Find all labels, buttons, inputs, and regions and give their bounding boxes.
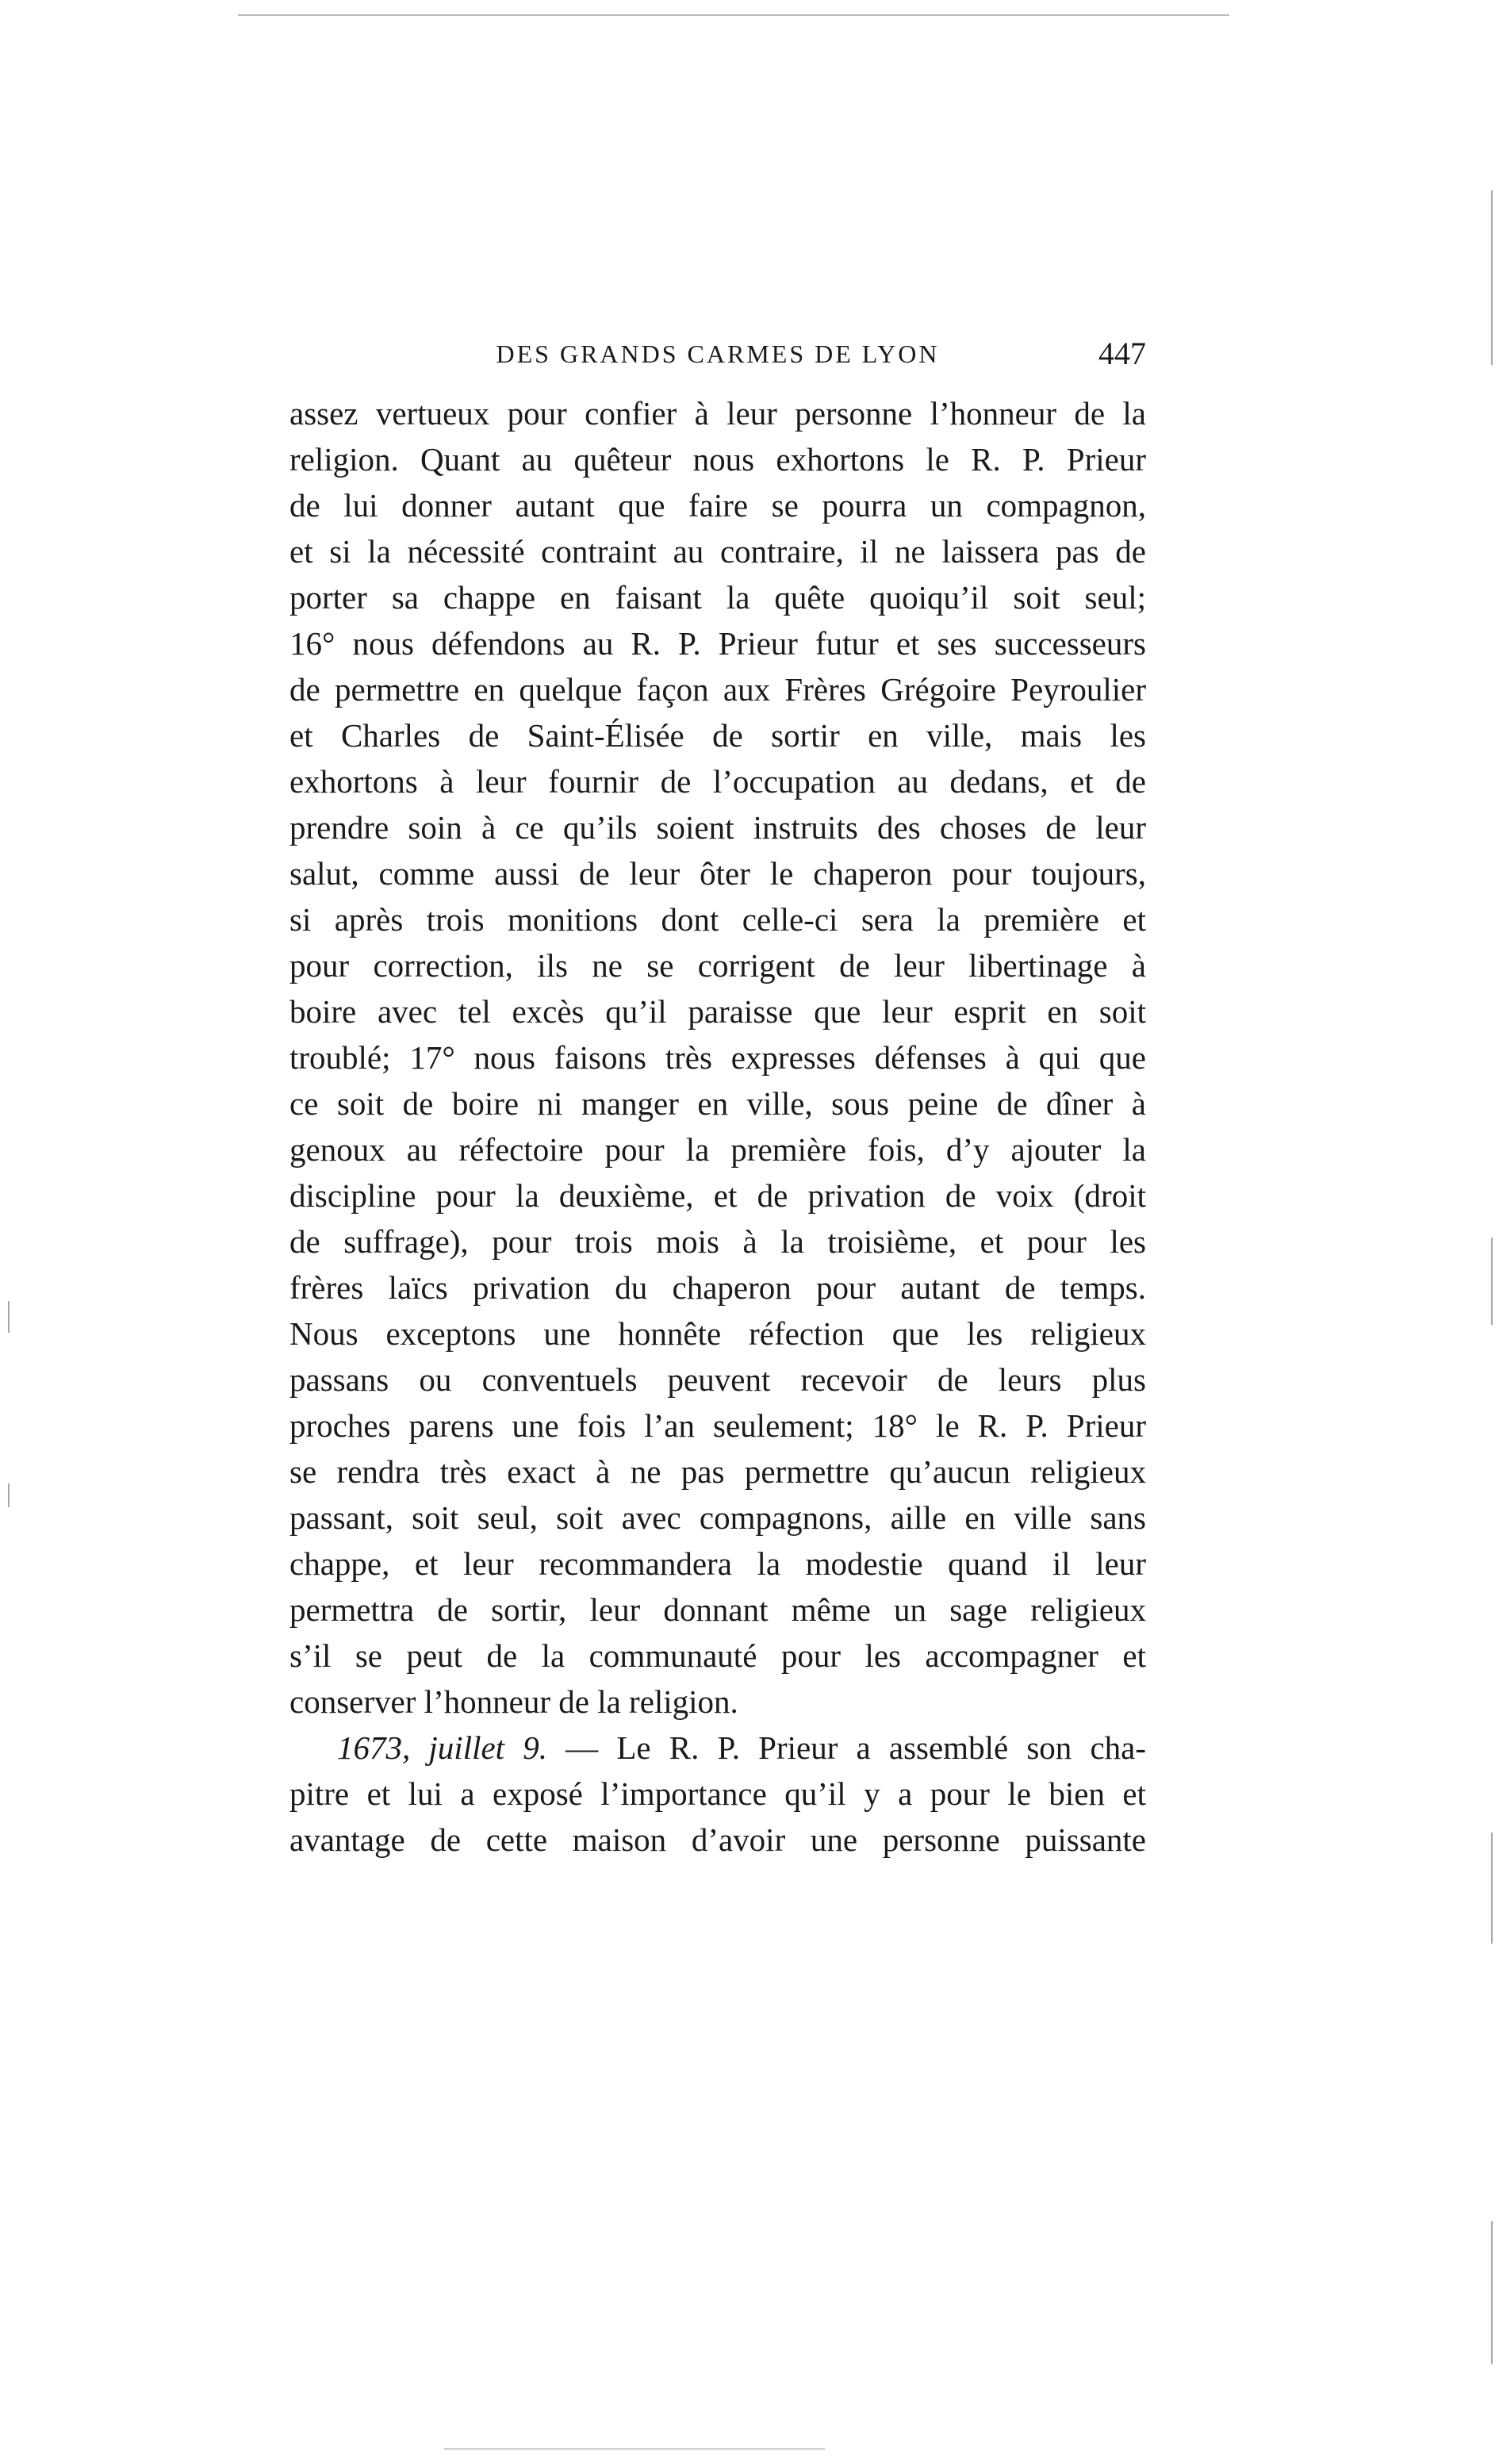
text-line: de suffrage), pour trois mois à la troisième, et pour les bbox=[289, 1223, 1146, 1260]
text-line: se rendra très exact à ne pas permettre qu’aucun religieux bbox=[289, 1453, 1146, 1490]
scan-edge-top bbox=[238, 14, 1229, 16]
text-line: permettra de sortir, leur donnant même un sage religieux bbox=[289, 1591, 1146, 1628]
text-line: pour correction, ils ne se corrigent de leur libertinage à bbox=[289, 947, 1146, 984]
text-line: ce soit de boire ni manger en ville, sous peine de dîner à bbox=[289, 1085, 1146, 1122]
text-line: passans ou conventuels peuvent recevoir de leurs plus bbox=[289, 1361, 1146, 1398]
page-number: 447 bbox=[1098, 336, 1146, 371]
scan-mark-left bbox=[8, 1483, 10, 1507]
scan-mark-right bbox=[1491, 1238, 1493, 1325]
text-line: discipline pour la deuxième, et de privation de voix (droit bbox=[289, 1177, 1146, 1214]
text-line: si après trois monitions dont celle-ci sera la première et bbox=[289, 901, 1146, 938]
scan-mark-left bbox=[8, 1301, 10, 1333]
entry-date: 1673, juillet 9. bbox=[337, 1729, 547, 1766]
scan-edge-bottom bbox=[444, 2448, 825, 2450]
text-line: boire avec tel excès qu’il paraisse que leur esprit en soit bbox=[289, 993, 1146, 1030]
text-line: de lui donner autant que faire se pourra un compagnon, bbox=[289, 487, 1146, 524]
scan-mark-right bbox=[1491, 1833, 1493, 1944]
text-line: frères laïcs privation du chaperon pour autant de temps. bbox=[289, 1269, 1146, 1306]
running-head bbox=[289, 332, 1146, 379]
text-line: porter sa chappe en faisant la quête quoiqu’il soit seul; bbox=[289, 579, 1146, 616]
text-line: Nous exceptons une honnête réfection que les religieux bbox=[289, 1315, 1146, 1352]
text-line: prendre soin à ce qu’ils soient instruits des choses de leur bbox=[289, 809, 1146, 846]
text-line: conserver l’honneur de la religion. bbox=[289, 1683, 738, 1720]
text-line: passant, soit seul, soit avec compagnons, aille en ville sans bbox=[289, 1499, 1146, 1536]
text-line: chappe, et leur recommandera la modestie quand il leur bbox=[289, 1545, 1146, 1582]
entry-first-line bbox=[289, 1725, 1146, 1771]
text-line: et si la nécessité contraint au contraire, il ne laissera pas de bbox=[289, 533, 1146, 570]
text-line: genoux au réfectoire pour la première fois, d’y ajouter la bbox=[289, 1131, 1146, 1168]
text-line: exhortons à leur fournir de l’occupation au dedans, et de bbox=[289, 763, 1146, 800]
running-title: DES GRANDS CARMES DE LYON bbox=[496, 340, 940, 368]
scan-mark-right bbox=[1491, 2221, 1493, 2364]
text-line: avantage de cette maison d’avoir une personne puissante bbox=[289, 1821, 1146, 1858]
body-text bbox=[289, 390, 1146, 1863]
scan-mark-right bbox=[1491, 190, 1493, 365]
text-line: troublé; 17° nous faisons très expresses défenses à qui que bbox=[289, 1039, 1146, 1076]
text-line: et Charles de Saint-Élisée de sortir en ville, mais les bbox=[289, 717, 1146, 754]
text-line: religion. Quant au quêteur nous exhortons le R. P. Prieur bbox=[289, 441, 1146, 478]
text-line: pitre et lui a exposé l’importance qu’il y a pour le bien et bbox=[289, 1775, 1146, 1812]
text-line: salut, comme aussi de leur ôter le chaperon pour toujours, bbox=[289, 855, 1146, 892]
text-line: s’il se peut de la communauté pour les accompagner et bbox=[289, 1637, 1146, 1674]
text-line: 16° nous défendons au R. P. Prieur futur et ses successeurs bbox=[289, 625, 1146, 662]
text-line: assez vertueux pour confier à leur personne l’honneur de la bbox=[289, 395, 1146, 432]
text-line: de permettre en quelque façon aux Frères Grégoire Peyroulier bbox=[289, 671, 1146, 708]
entry-text: — Le R. P. Prieur a assemblé son cha- bbox=[565, 1729, 1146, 1766]
text-line: proches parens une fois l’an seulement; 18° le R. P. Prieur bbox=[289, 1407, 1146, 1444]
